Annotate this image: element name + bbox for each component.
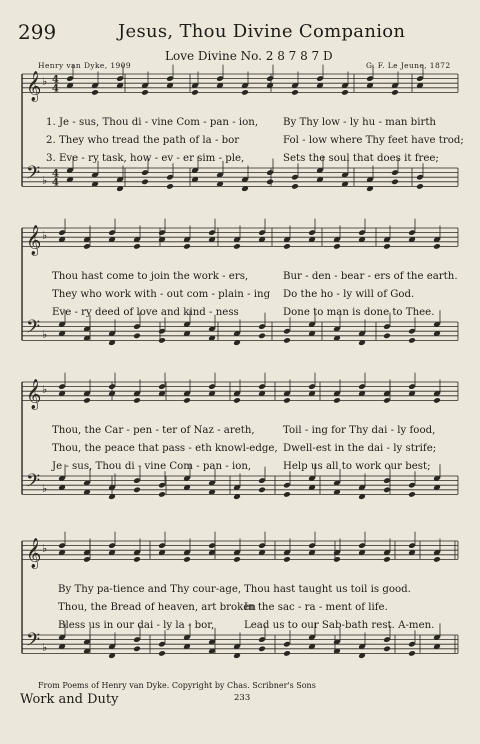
verse-line [0, 289, 480, 303]
verse-line [0, 602, 480, 616]
svg-text:♭: ♭ [42, 542, 48, 556]
svg-text:𝄢: 𝄢 [26, 316, 41, 342]
verse-line [0, 461, 480, 475]
lyric-first-half: Thou, the Car - pen - ter of Naz - areth, [52, 425, 255, 436]
verse-line [0, 271, 480, 285]
svg-text:♭: ♭ [42, 327, 48, 341]
lyric-second-half: Done to man is done to Thee. [283, 307, 435, 318]
lyric-second-half: By Thy low - ly hu - man birth [283, 117, 436, 128]
svg-text:𝄢: 𝄢 [26, 470, 41, 496]
tune-name-meter: Love Divine No. 2 8 7 8 7 D [165, 49, 333, 63]
svg-text:𝄞: 𝄞 [26, 71, 42, 102]
lyric-first-half: Thou hast come to join the work - ers, [52, 271, 249, 282]
lyric-second-half: Toil - ing for Thy dai - ly food, [283, 425, 436, 436]
lyric-first-half: They who work with - out com - plain - ing [52, 289, 271, 300]
lyric-second-half: Dwell-est in the dai - ly strife; [283, 443, 437, 454]
lyric-first-half: 2. They who tread the path of la - bor [46, 135, 240, 146]
lyric-first-half: 3. Eve - ry task, how - ev - er sim - ple, [46, 153, 245, 164]
lyric-second-half: Sets the soul that does it free; [283, 153, 439, 164]
svg-text:♭: ♭ [42, 229, 48, 243]
section-title: Work and Duty [20, 692, 119, 707]
svg-text:4: 4 [52, 74, 59, 86]
lyric-second-half: In the sac - ra - ment of life. [244, 602, 388, 613]
svg-text:𝄢: 𝄢 [26, 162, 41, 188]
verse-line [0, 307, 480, 321]
svg-text:♭: ♭ [42, 481, 48, 495]
lyric-second-half: Lead us to our Sab-bath rest. A-men. [244, 620, 435, 631]
lyric-first-half: Thou, the peace that pass - eth knowl-edge, [52, 443, 278, 454]
page-number: 233 [234, 693, 251, 703]
svg-text:4: 4 [52, 177, 59, 189]
svg-text:♭: ♭ [42, 75, 48, 89]
svg-text:♭: ♭ [42, 383, 48, 397]
lyric-second-half: Thou hast taught us toil is good. [244, 584, 411, 595]
verse-line [0, 117, 480, 131]
lyric-first-half: Eve - ry deed of love and kind - ness [52, 307, 239, 318]
verse-line [0, 425, 480, 439]
svg-text:𝄞: 𝄞 [26, 225, 42, 256]
lyric-second-half: Do the ho - ly will of God. [283, 289, 415, 300]
lyric-first-half: Thou, the Bread of heaven, art broken [58, 602, 256, 613]
lyric-second-half: Fol - low where Thy feet have trod; [283, 135, 464, 146]
verse-line [0, 153, 480, 167]
lyric-second-half: Help us all to work our best; [283, 461, 431, 472]
verse-line [0, 443, 480, 457]
author-credit: Henry van Dyke, 1909 [38, 61, 132, 70]
verse-line [0, 584, 480, 598]
composer-credit: G. F. Le Jeune, 1872 [366, 61, 451, 70]
lyric-first-half: Je - sus, Thou di - vine Com - pan - ion, [52, 461, 252, 472]
svg-text:♭: ♭ [42, 640, 48, 654]
svg-text:𝄢: 𝄢 [26, 629, 41, 655]
copyright-note: From Poems of Henry van Dyke. Copyright by Chas. Scribner's Sons [38, 681, 316, 690]
lyric-first-half: 1. Je - sus, Thou di - vine Com - pan - ion, [46, 117, 259, 128]
hymn-title: Jesus, Thou Divine Companion [118, 21, 406, 42]
svg-text:𝄞: 𝄞 [26, 538, 42, 569]
verse-line [0, 135, 480, 149]
svg-text:4: 4 [52, 83, 59, 95]
svg-text:4: 4 [52, 168, 59, 180]
verse-line [0, 620, 480, 634]
hymn-number: 299 [18, 20, 57, 44]
lyric-second-half: Bur - den - bear - ers of the earth. [283, 271, 458, 282]
svg-text:♭: ♭ [42, 173, 48, 187]
svg-text:𝄞: 𝄞 [26, 379, 42, 410]
lyric-first-half: By Thy pa-tience and Thy cour-age, [58, 584, 242, 595]
lyric-first-half: Bless us in our dai - ly la - bor, [58, 620, 215, 631]
